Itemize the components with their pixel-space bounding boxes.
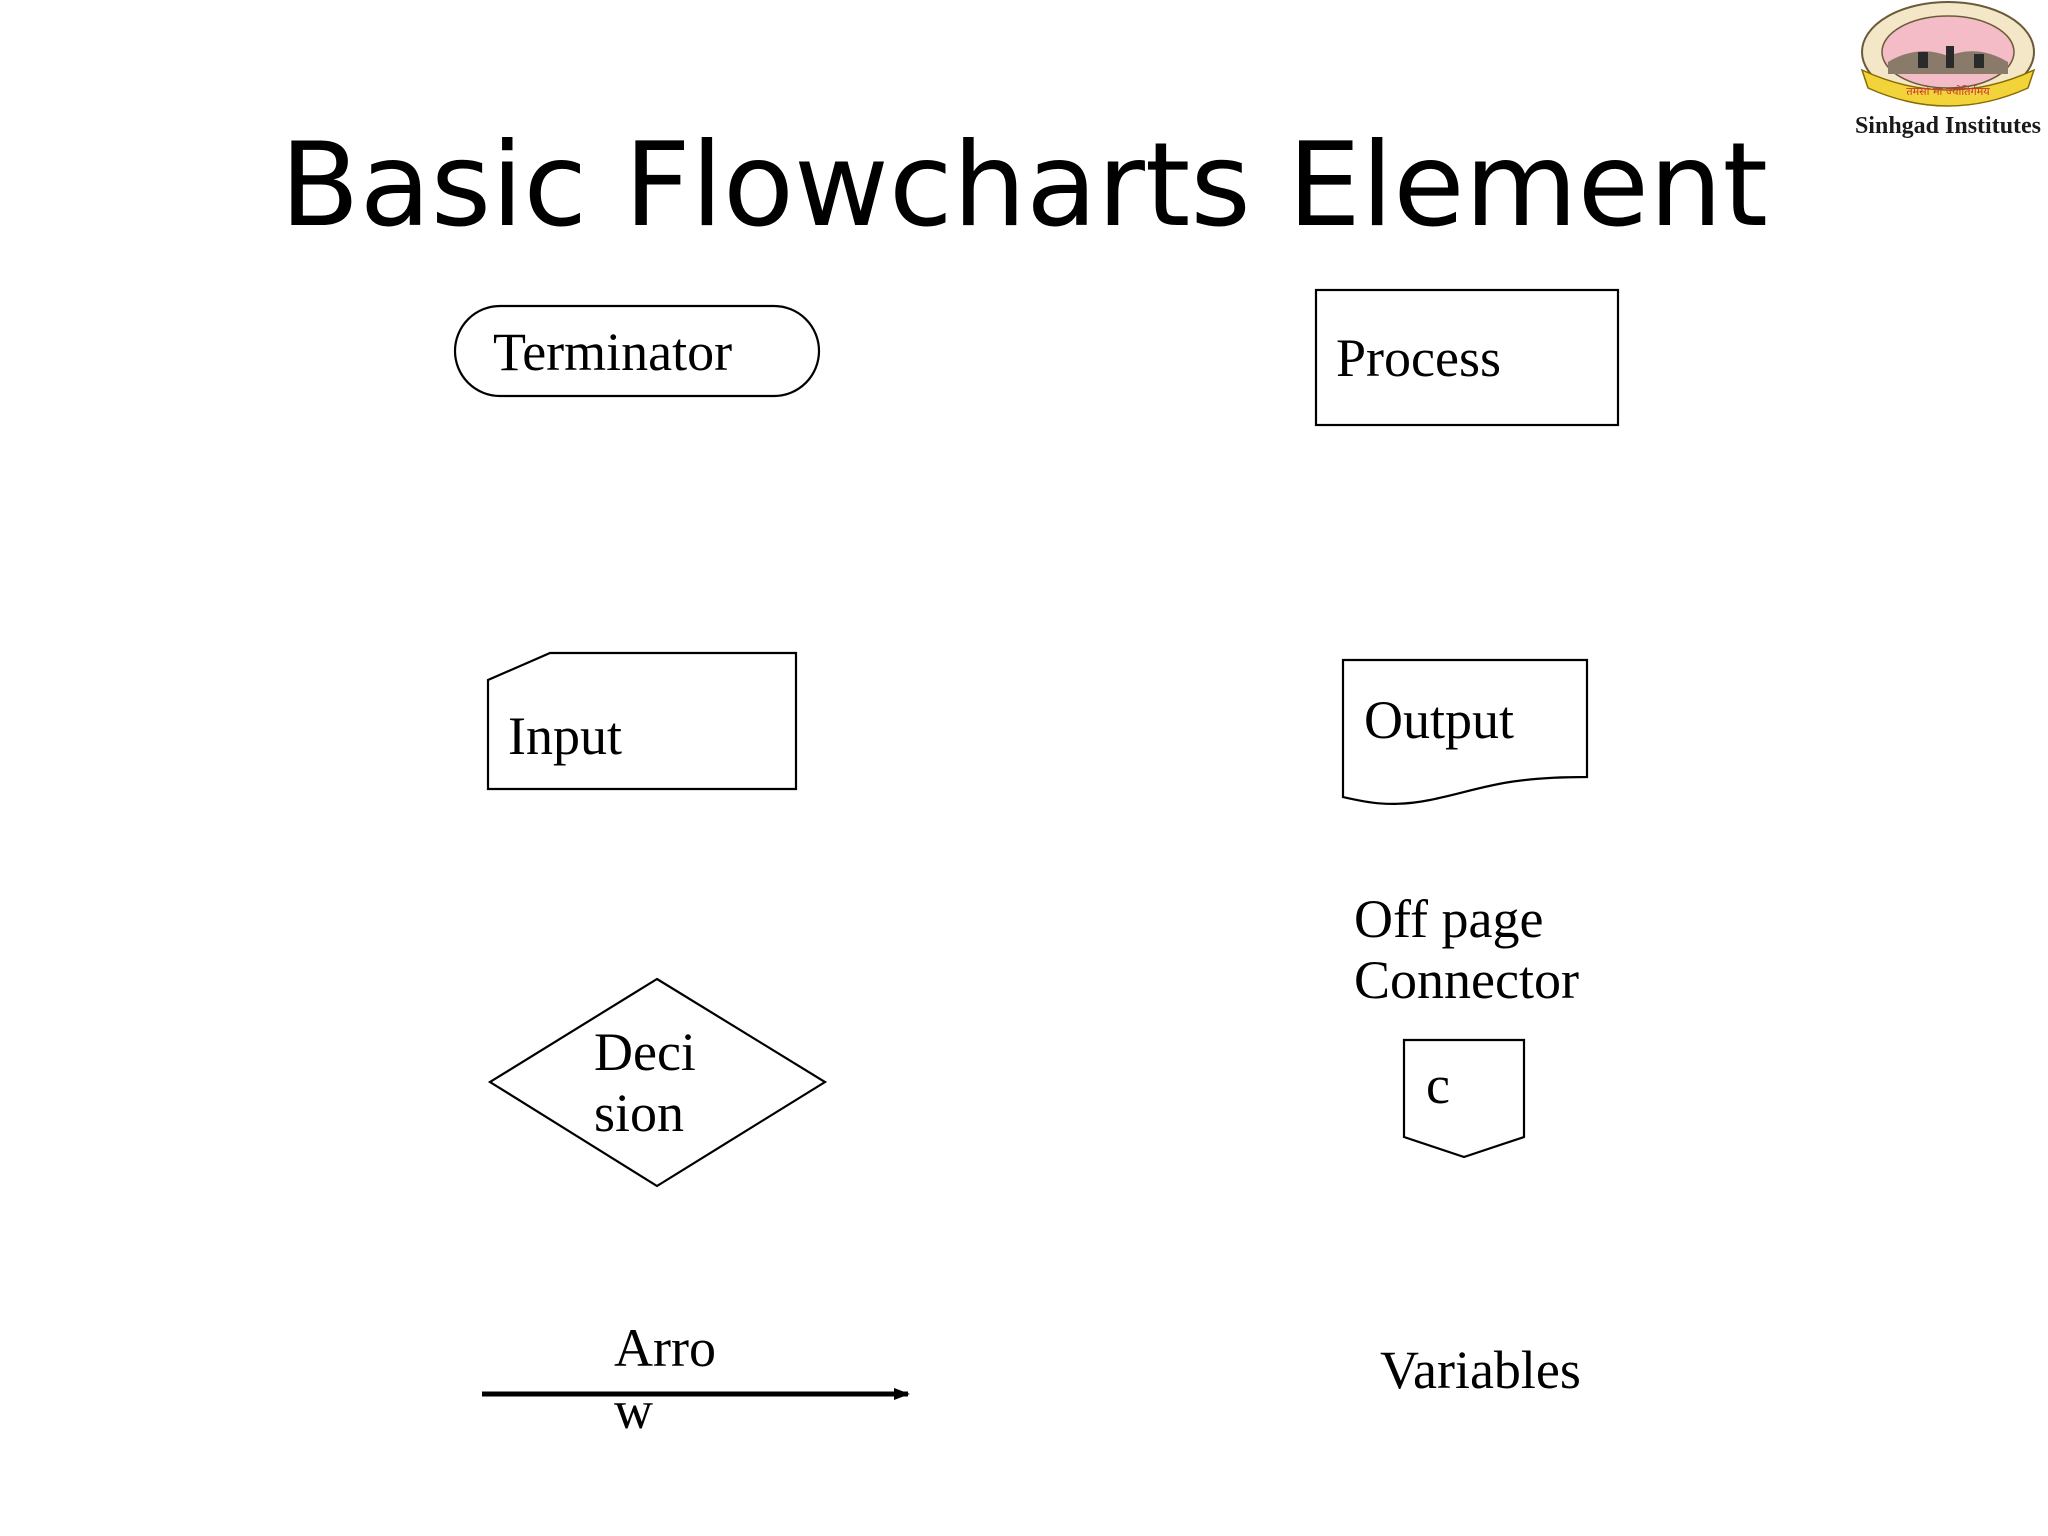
logo-name: Sinhgad Institutes <box>1854 113 2042 139</box>
offpage-label-line1: Off page <box>1354 889 1544 949</box>
decision-element <box>490 979 825 1186</box>
connector-label: c <box>1426 1055 1450 1115</box>
arrow-element <box>482 1318 908 1440</box>
process-element <box>1316 290 1618 425</box>
decision-label-line1: Deci <box>594 1022 696 1082</box>
offpage-connector-shape <box>1404 1040 1524 1157</box>
slide-title: Basic Flowcharts Element <box>280 118 1768 253</box>
terminator-element <box>455 306 819 396</box>
logo-emblem-icon <box>1862 2 2034 106</box>
logo-banner-text: तमसो मा ज्योतिर्गमय <box>1906 85 1990 98</box>
input-element <box>488 653 796 789</box>
variables-element <box>1380 1340 1581 1400</box>
output-label: Output <box>1364 690 1515 750</box>
decision-label-line2: sion <box>594 1083 685 1143</box>
terminator-label: Terminator <box>493 322 733 382</box>
variables-label: Variables <box>1380 1340 1581 1400</box>
offpage-label-line2: Connector <box>1354 950 1579 1010</box>
arrow-label-line2: w <box>614 1380 653 1440</box>
offpage-connector-element <box>1354 889 1579 1157</box>
sinhgad-institutes-logo <box>1848 0 2048 145</box>
input-label: Input <box>508 706 622 766</box>
arrow-label-line1: Arro <box>614 1318 716 1378</box>
output-element <box>1343 660 1587 804</box>
process-label: Process <box>1336 328 1501 388</box>
